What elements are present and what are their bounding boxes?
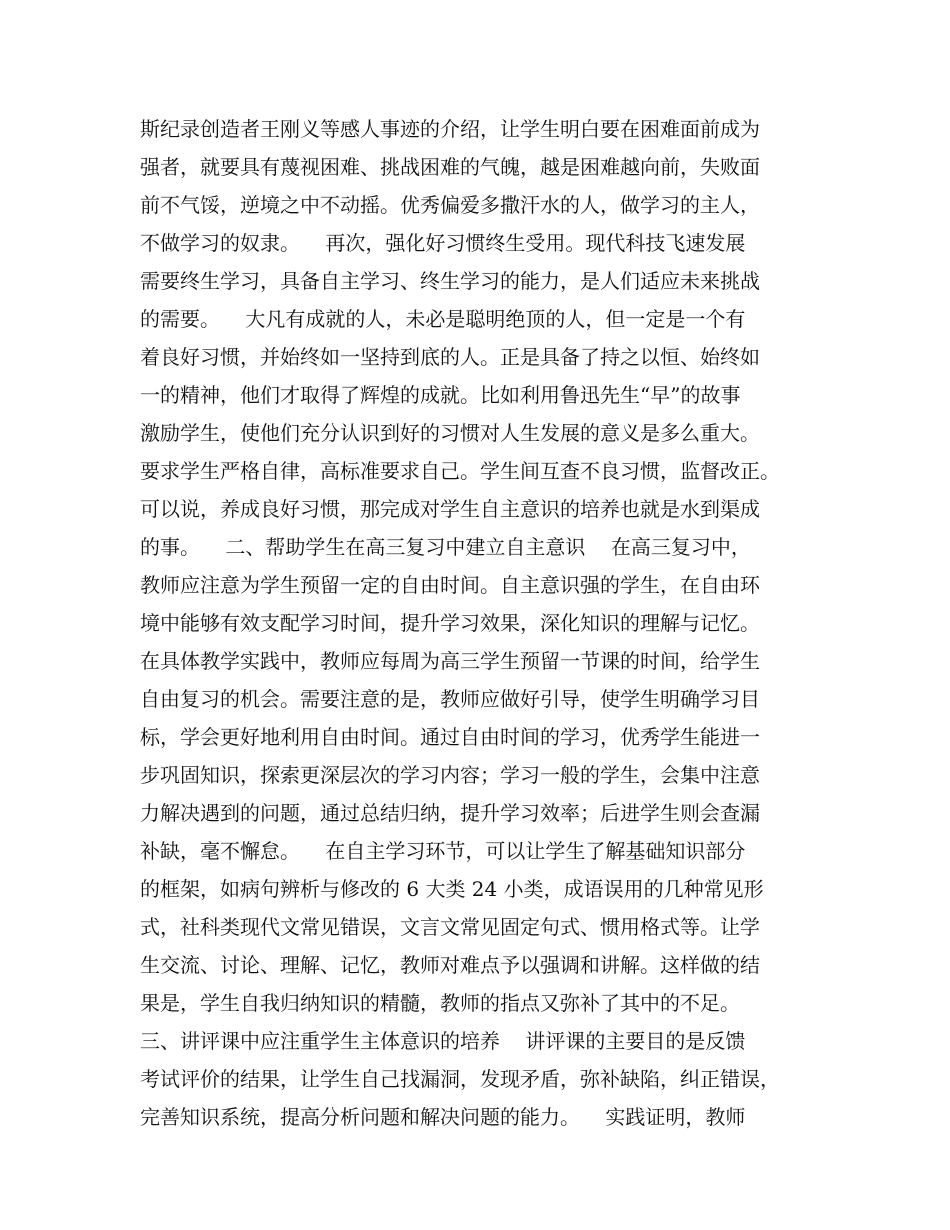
text-line: 可以说，养成良好习惯，那完成对学生自主意识的培养也就是水到渠成	[140, 497, 760, 521]
text-line: 补缺，毫不懈怠。 在自主学习环节，可以让学生了解基础知识部分	[140, 839, 746, 863]
text-line: 式，社科类现代文常见错误，文言文常见固定句式、惯用格式等。让学	[140, 915, 760, 939]
text-line: 自由复习的机会。需要注意的是，教师应做好引导，使学生明确学习目	[140, 687, 760, 711]
text-line: 标，学会更好地利用自由时间。通过自由时间的学习，优秀学生能进一	[140, 725, 760, 749]
text-line: 完善知识系统，提高分析问题和解决问题的能力。 实践证明，教师	[140, 1105, 746, 1129]
text-line: 不做学习的奴隶。 再次，强化好习惯终生受用。现代科技飞速发展	[140, 231, 746, 255]
text-line: 的框架，如病句辨析与修改的 6 大类 24 小类，成语误用的几种常见形	[140, 877, 764, 901]
text-line: 境中能够有效支配学习时间，提升学习效果，深化知识的理解与记忆。	[140, 611, 760, 635]
text-line: 的事。 二、帮助学生在高三复习中建立自主意识 在高三复习中，	[140, 535, 751, 559]
text-line: 着良好习惯，并始终如一坚持到底的人。正是具备了持之以恒、始终如	[140, 345, 760, 369]
text-line: 在具体教学实践中，教师应每周为高三学生预留一节课的时间，给学生	[140, 649, 760, 673]
text-line: 步巩固知识，探索更深层次的学习内容；学习一般的学生，会集中注意	[140, 763, 760, 787]
text-line: 激励学生，使他们充分认识到好的习惯对人生发展的意义是多么重大。	[140, 421, 760, 445]
text-line: 的需要。 大凡有成就的人，未必是聪明绝顶的人，但一定是一个有	[140, 307, 746, 331]
text-line: 一的精神，他们才取得了辉煌的成就。比如利用鲁迅先生“早”的故事	[140, 383, 741, 407]
text-line: 力解决遇到的问题，通过总结归纳，提升学习效率；后进学生则会查漏	[140, 801, 760, 825]
text-line: 前不气馁，逆境之中不动摇。优秀偏爱多撒汗水的人，做学习的主人，	[140, 193, 760, 217]
text-line: 生交流、讨论、理解、记忆，教师对难点予以强调和讲解。这样做的结	[140, 953, 760, 977]
text-line: 强者，就要具有蔑视困难、挑战困难的气魄，越是困难越向前，失败面	[140, 155, 760, 179]
text-line: 要求学生严格自律，高标准要求自己。学生间互查不良习惯，监督改正。	[140, 459, 780, 483]
text-line: 三、讲评课中应注重学生主体意识的培养 讲评课的主要目的是反馈	[140, 1029, 746, 1053]
text-line: 考试评价的结果，让学生自己找漏洞，发现矛盾，弥补缺陷，纠正错误，	[140, 1067, 780, 1091]
text-line: 需要终生学习，具备自主学习、终生学习的能力，是人们适应未来挑战	[140, 269, 760, 293]
text-line: 教师应注意为学生预留一定的自由时间。自主意识强的学生，在自由环	[140, 573, 760, 597]
text-line: 果是，学生自我归纳知识的精髓，教师的指点又弥补了其中的不足。	[140, 991, 740, 1015]
body-text	[140, 110, 840, 1136]
text-line: 斯纪录创造者王刚义等感人事迹的介绍，让学生明白要在困难面前成为	[140, 117, 760, 141]
